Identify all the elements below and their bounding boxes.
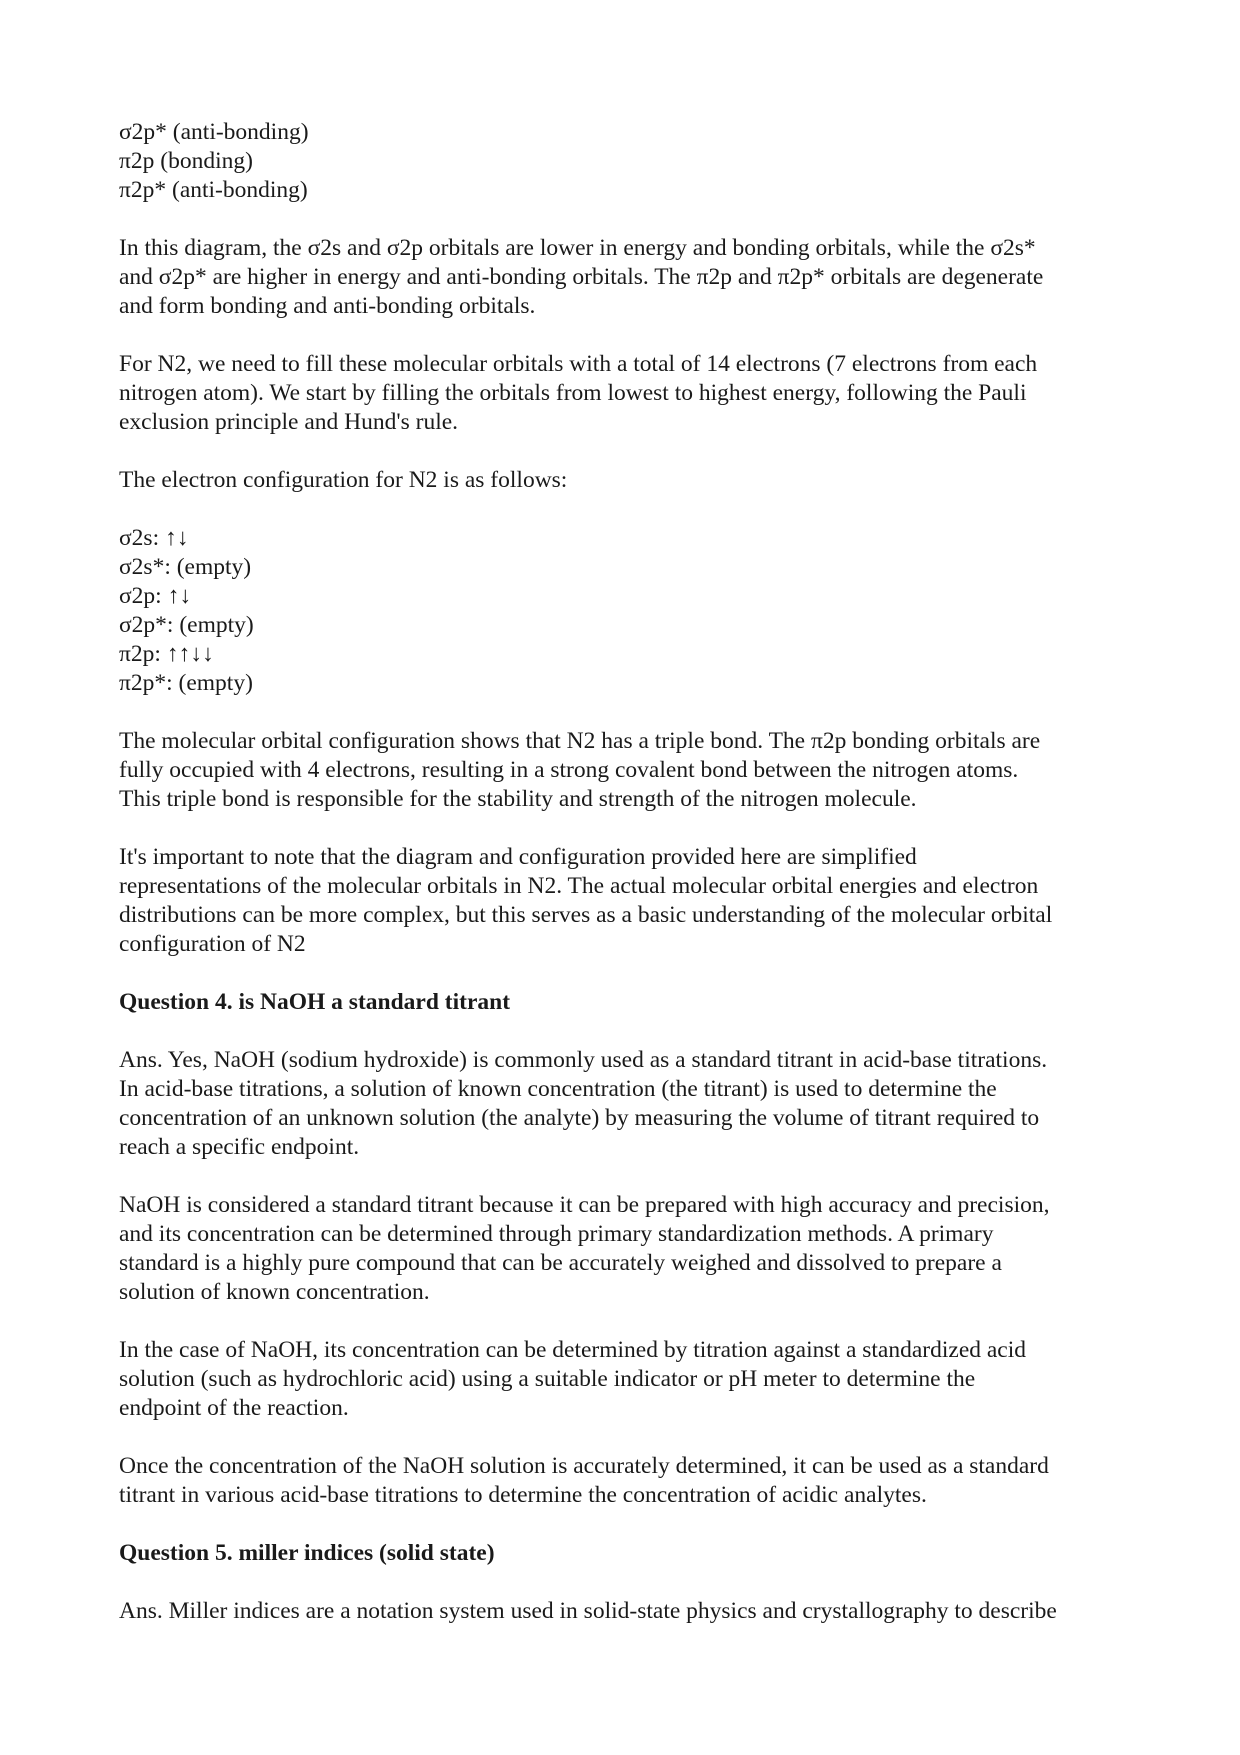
text-line: This triple bond is responsible for the stability and strength of the nitrogen molecule. bbox=[119, 786, 917, 812]
config-list bbox=[119, 524, 1129, 698]
paragraph-q5-answer bbox=[119, 1597, 1129, 1626]
text-line: fully occupied with 4 electrons, resulting in a strong covalent bond between the nitrogen atoms. bbox=[119, 757, 1019, 783]
text-line: Ans. Miller indices are a notation system used in solid-state physics and crystallography to describe bbox=[119, 1598, 1057, 1624]
paragraph-q4-answer bbox=[119, 1046, 1129, 1162]
list-item: σ2s: ↑↓ bbox=[119, 525, 189, 551]
text-line: It's important to note that the diagram and configuration provided here are simplified bbox=[119, 844, 917, 870]
paragraph-config-intro bbox=[119, 466, 1129, 495]
paragraph-triple-bond bbox=[119, 727, 1129, 814]
text-line: endpoint of the reaction. bbox=[119, 1395, 349, 1421]
text-line: The electron configuration for N2 is as follows: bbox=[119, 467, 568, 493]
text-line: representations of the molecular orbitals in N2. The actual molecular orbital energies and electron bbox=[119, 873, 1039, 899]
paragraph-note bbox=[119, 843, 1129, 959]
list-item: σ2s*: (empty) bbox=[119, 554, 252, 580]
text-line: concentration of an unknown solution (the analyte) by measuring the volume of titrant required to bbox=[119, 1105, 1040, 1131]
paragraph-q4-once bbox=[119, 1452, 1129, 1510]
list-item: σ2p*: (empty) bbox=[119, 612, 254, 638]
text-line: and form bonding and anti-bonding orbitals. bbox=[119, 293, 536, 319]
text-line: In the case of NaOH, its concentration can be determined by titration against a standardized acid bbox=[119, 1337, 1027, 1363]
text-line: The molecular orbital configuration shows that N2 has a triple bond. The π2p bonding orbitals are bbox=[119, 728, 1041, 754]
text-line: Once the concentration of the NaOH solution is accurately determined, it can be used as a standard bbox=[119, 1453, 1049, 1479]
text-line: In this diagram, the σ2s and σ2p orbitals are lower in energy and bonding orbitals, while the σ2s* bbox=[119, 235, 1036, 261]
text-line: distributions can be more complex, but this serves as a basic understanding of the molecular orbital bbox=[119, 902, 1053, 928]
text-line: NaOH is considered a standard titrant because it can be prepared with high accuracy and precision, bbox=[119, 1192, 1050, 1218]
text-line: solution of known concentration. bbox=[119, 1279, 430, 1305]
orbital-list-top bbox=[119, 118, 1129, 205]
list-item: σ2p* (anti-bonding) bbox=[119, 119, 309, 145]
document-page bbox=[119, 118, 1129, 1626]
text-line: nitrogen atom). We start by filling the orbitals from lowest to highest energy, following the Pauli bbox=[119, 380, 1027, 406]
text-line: standard is a highly pure compound that can be accurately weighed and dissolved to prepare a bbox=[119, 1250, 1002, 1276]
text-line: solution (such as hydrochloric acid) using a suitable indicator or pH meter to determine the bbox=[119, 1366, 976, 1392]
text-line: and σ2p* are higher in energy and anti-bonding orbitals. The π2p and π2p* orbitals are degenerate bbox=[119, 264, 1044, 290]
list-item: π2p* (anti-bonding) bbox=[119, 177, 308, 203]
text-line: reach a specific endpoint. bbox=[119, 1134, 360, 1160]
text-line: Ans. Yes, NaOH (sodium hydroxide) is commonly used as a standard titrant in acid-base titrations. bbox=[119, 1047, 1048, 1073]
paragraph-diagram bbox=[119, 234, 1129, 321]
text-line: and its concentration can be determined through primary standardization methods. A primary bbox=[119, 1221, 994, 1247]
list-item: π2p*: (empty) bbox=[119, 670, 253, 696]
paragraph-q4-case bbox=[119, 1336, 1129, 1423]
text-line: configuration of N2 bbox=[119, 931, 306, 957]
paragraph-q4-standard bbox=[119, 1191, 1129, 1307]
text-line: exclusion principle and Hund's rule. bbox=[119, 409, 459, 435]
paragraph-fill bbox=[119, 350, 1129, 437]
question-5-heading: Question 5. miller indices (solid state) bbox=[119, 1540, 495, 1566]
text-line: For N2, we need to fill these molecular orbitals with a total of 14 electrons (7 electrons from each bbox=[119, 351, 1038, 377]
text-line: titrant in various acid-base titrations to determine the concentration of acidic analytes. bbox=[119, 1482, 927, 1508]
text-line: In acid-base titrations, a solution of known concentration (the titrant) is used to determine the bbox=[119, 1076, 997, 1102]
list-item: σ2p: ↑↓ bbox=[119, 583, 192, 609]
list-item: π2p (bonding) bbox=[119, 148, 253, 174]
question-4-heading: Question 4. is NaOH a standard titrant bbox=[119, 989, 511, 1015]
list-item: π2p: ↑↑↓↓ bbox=[119, 641, 214, 667]
